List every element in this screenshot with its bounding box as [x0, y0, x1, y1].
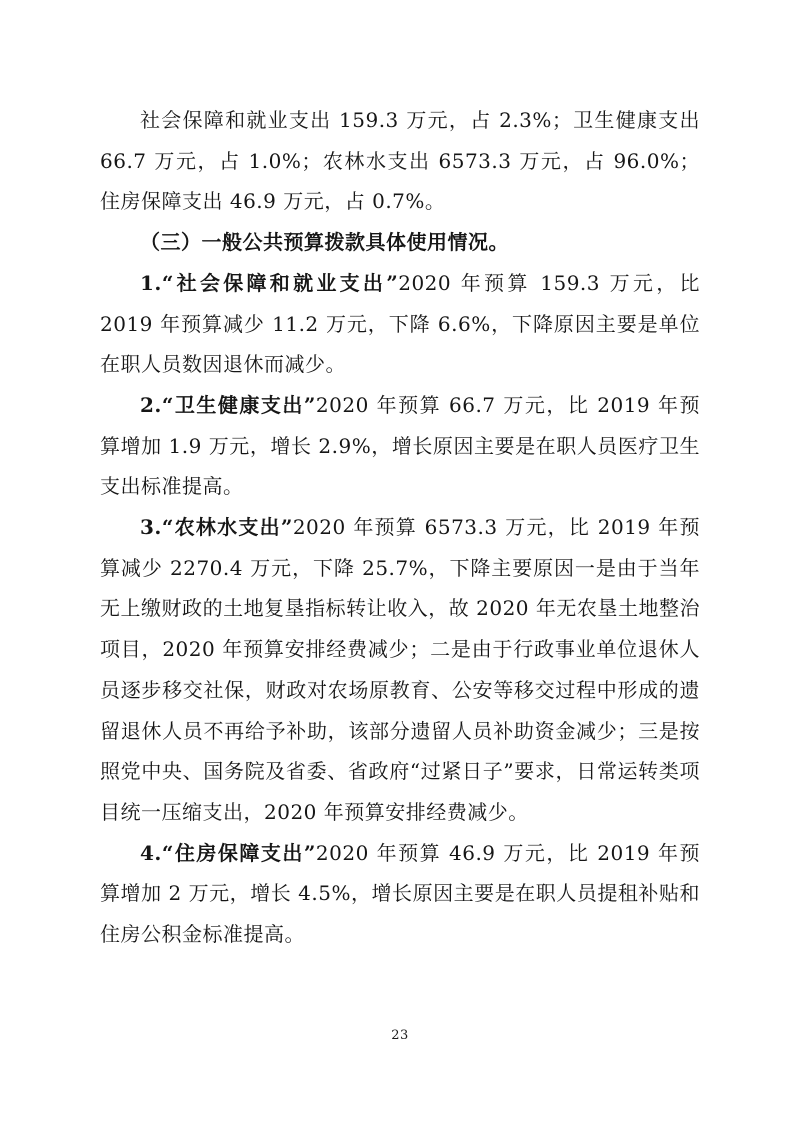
- paragraph-run-bold: 4.“住房保障支出”: [140, 840, 316, 865]
- paragraph: [100, 385, 700, 507]
- document-body: [100, 100, 700, 955]
- paragraph: [100, 833, 700, 955]
- paragraph-run-bold: 3.“农林水支出”: [140, 515, 293, 540]
- paragraph-run-bold: 1.“社会保障和就业支出”: [140, 270, 399, 295]
- paragraph: [100, 263, 700, 385]
- paragraph-run: 2020 年预算 46.9 万元，比 2019 年预算增加 2 万元，增长 4.5%，增长原因主要是在职人员提租补贴和住房公积金标准提高。: [100, 840, 700, 947]
- page-number: 23: [391, 1028, 409, 1043]
- paragraph: [100, 100, 700, 222]
- paragraph: [100, 222, 700, 263]
- paragraph-run-bold: 2.“卫生健康支出”: [140, 392, 316, 417]
- paragraph-run: 社会保障和就业支出 159.3 万元，占 2.3%；卫生健康支出 66.7 万元，占 1.0%；农林水支出 6573.3 万元，占 96.0%；住房保障支出 46.9 万元，占 0.7%。: [100, 108, 700, 214]
- paragraph-run-bold: （三）一般公共预算拨款具体使用情况。: [140, 230, 509, 255]
- paragraph-run: 2020 年预算 66.7 万元，比 2019 年预算增加 1.9 万元，增长 2.9%，增长原因主要是在职人员医疗卫生支出标准提高。: [100, 392, 700, 499]
- paragraph-run: 2020 年预算 159.3 万元，比 2019 年预算减少 11.2 万元，下降 6.6%，下降原因主要是单位在职人员数因退休而减少。: [100, 270, 700, 377]
- paragraph-run: 2020 年预算 6573.3 万元，比 2019 年预算减少 2270.4 万元，下降 25.7%，下降主要原因一是由于当年无上缴财政的土地复垦指标转让收入，故 2020 年无农垦土地整治项目，2020 年预算安排经费减少；二是由于行政事业单位退休人员逐步移交社保，财政对农场原教育、公安等移交过程中形成的遗留退休人员不再给予补助，该部分遗留人员补助资金减少；三是按照党中央、国务院及省委、省政府“过紧日子”要求，日常运转类项目统一压缩支出，2020 年预算安排经费减少。: [100, 515, 700, 824]
- paragraph: [100, 507, 700, 833]
